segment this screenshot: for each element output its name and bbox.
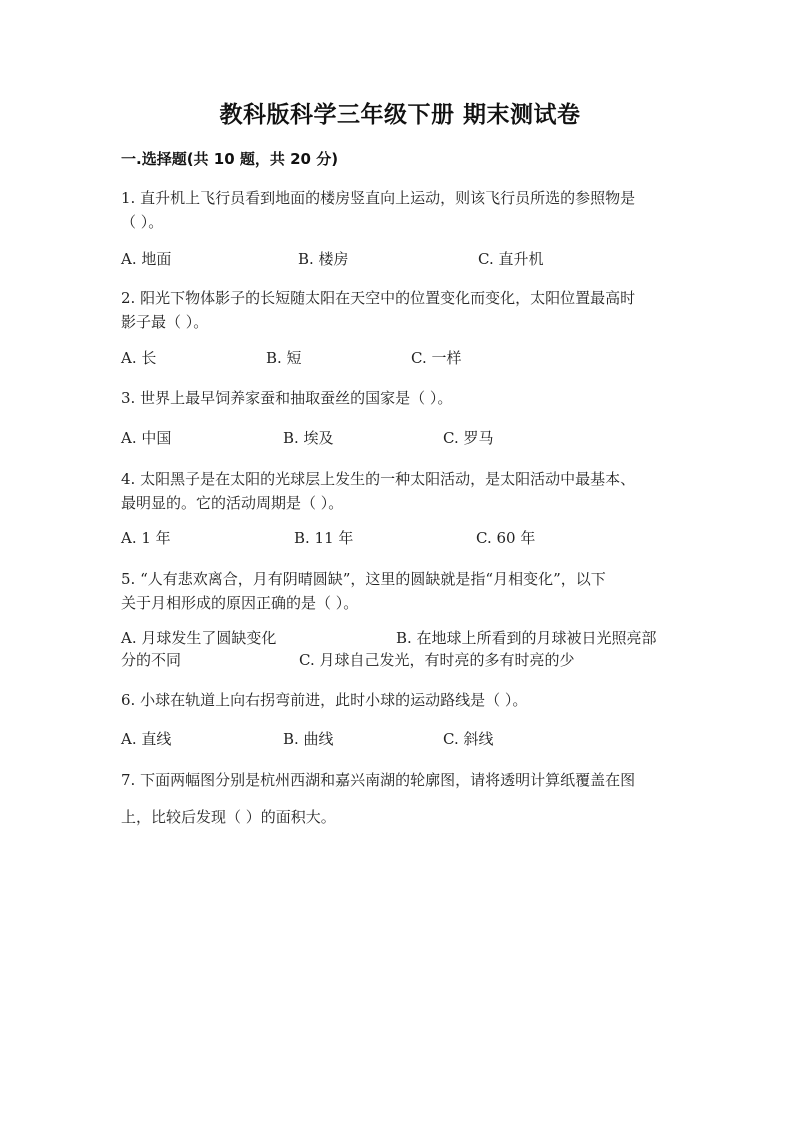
question-6-option-c[interactable]: C. 斜线 — [443, 730, 494, 748]
question-1-stem — [121, 186, 681, 234]
question-2-stem-line2: 影子最（ ）。 — [121, 313, 209, 331]
question-4-option-b[interactable]: B. 11 年 — [294, 529, 354, 547]
question-4-stem — [121, 467, 681, 515]
question-2-option-b[interactable]: B. 短 — [266, 349, 302, 367]
question-5-stem-line2: 关于月相形成的原因正确的是（ ）。 — [121, 594, 359, 612]
question-3-stem-line1: 3. 世界上最早饲养家蚕和抽取蚕丝的国家是（ ）。 — [121, 389, 453, 407]
question-5-option-c[interactable]: C. 月球自己发光，有时亮的多有时亮的少 — [299, 651, 575, 669]
question-2-stem-line1: 2. 阳光下物体影子的长短随太阳在天空中的位置变化而变化，太阳位置最高时 — [121, 289, 636, 307]
question-2-stem — [121, 286, 681, 334]
section-heading: 一.选择题(共 10 题，共 20 分) — [121, 150, 339, 168]
question-4-option-a[interactable]: A. 1 年 — [121, 529, 171, 547]
question-5-option-b[interactable]: B. 在地球上所看到的月球被日光照亮部 — [396, 629, 657, 647]
question-5-stem — [121, 567, 681, 615]
question-5-option-a[interactable]: A. 月球发生了圆缺变化 — [121, 629, 277, 647]
question-1-option-a[interactable]: A. 地面 — [121, 250, 172, 268]
question-5-option-b-continued[interactable]: 分的不同 — [121, 651, 182, 669]
question-4-stem-line2: 最明显的。它的活动周期是（ ）。 — [121, 494, 344, 512]
question-2-option-a[interactable]: A. 长 — [121, 349, 157, 367]
question-7-stem-continued — [121, 805, 681, 829]
question-3-option-c[interactable]: C. 罗马 — [443, 429, 494, 447]
question-4-stem-line1: 4. 太阳黑子是在太阳的光球层上发生的一种太阳活动，是太阳活动中最基本、 — [121, 470, 636, 488]
question-6-stem — [121, 688, 681, 712]
question-1-option-b[interactable]: B. 楼房 — [298, 250, 349, 268]
question-1-option-c[interactable]: C. 直升机 — [478, 250, 544, 268]
question-3-option-b[interactable]: B. 埃及 — [283, 429, 334, 447]
question-7-stem-line1: 7. 下面两幅图分别是杭州西湖和嘉兴南湖的轮廓图，请将透明计算纸覆盖在图 — [121, 771, 636, 789]
question-3-stem — [121, 386, 681, 410]
page-title: 教科版科学三年级下册 期末测试卷 — [219, 102, 581, 128]
question-1-stem-line1: 1. 直升机上飞行员看到地面的楼房竖直向上运动，则该飞行员所选的参照物是 — [121, 189, 636, 207]
question-7-stem-line2: 上，比较后发现（ ）的面积大。 — [121, 808, 336, 826]
question-4-option-c[interactable]: C. 60 年 — [476, 529, 536, 547]
question-6-stem-line1: 6. 小球在轨道上向右拐弯前进，此时小球的运动路线是（ ）。 — [121, 691, 528, 709]
question-6-option-b[interactable]: B. 曲线 — [283, 730, 334, 748]
question-7-stem — [121, 768, 681, 792]
question-2-option-c[interactable]: C. 一样 — [411, 349, 462, 367]
question-5-stem-line1: 5. “人有悲欢离合，月有阴晴圆缺”，这里的圆缺就是指“月相变化”，以下 — [121, 570, 606, 588]
question-6-option-a[interactable]: A. 直线 — [121, 730, 172, 748]
question-1-stem-line2: （ ）。 — [121, 213, 164, 231]
question-3-option-a[interactable]: A. 中国 — [121, 429, 172, 447]
